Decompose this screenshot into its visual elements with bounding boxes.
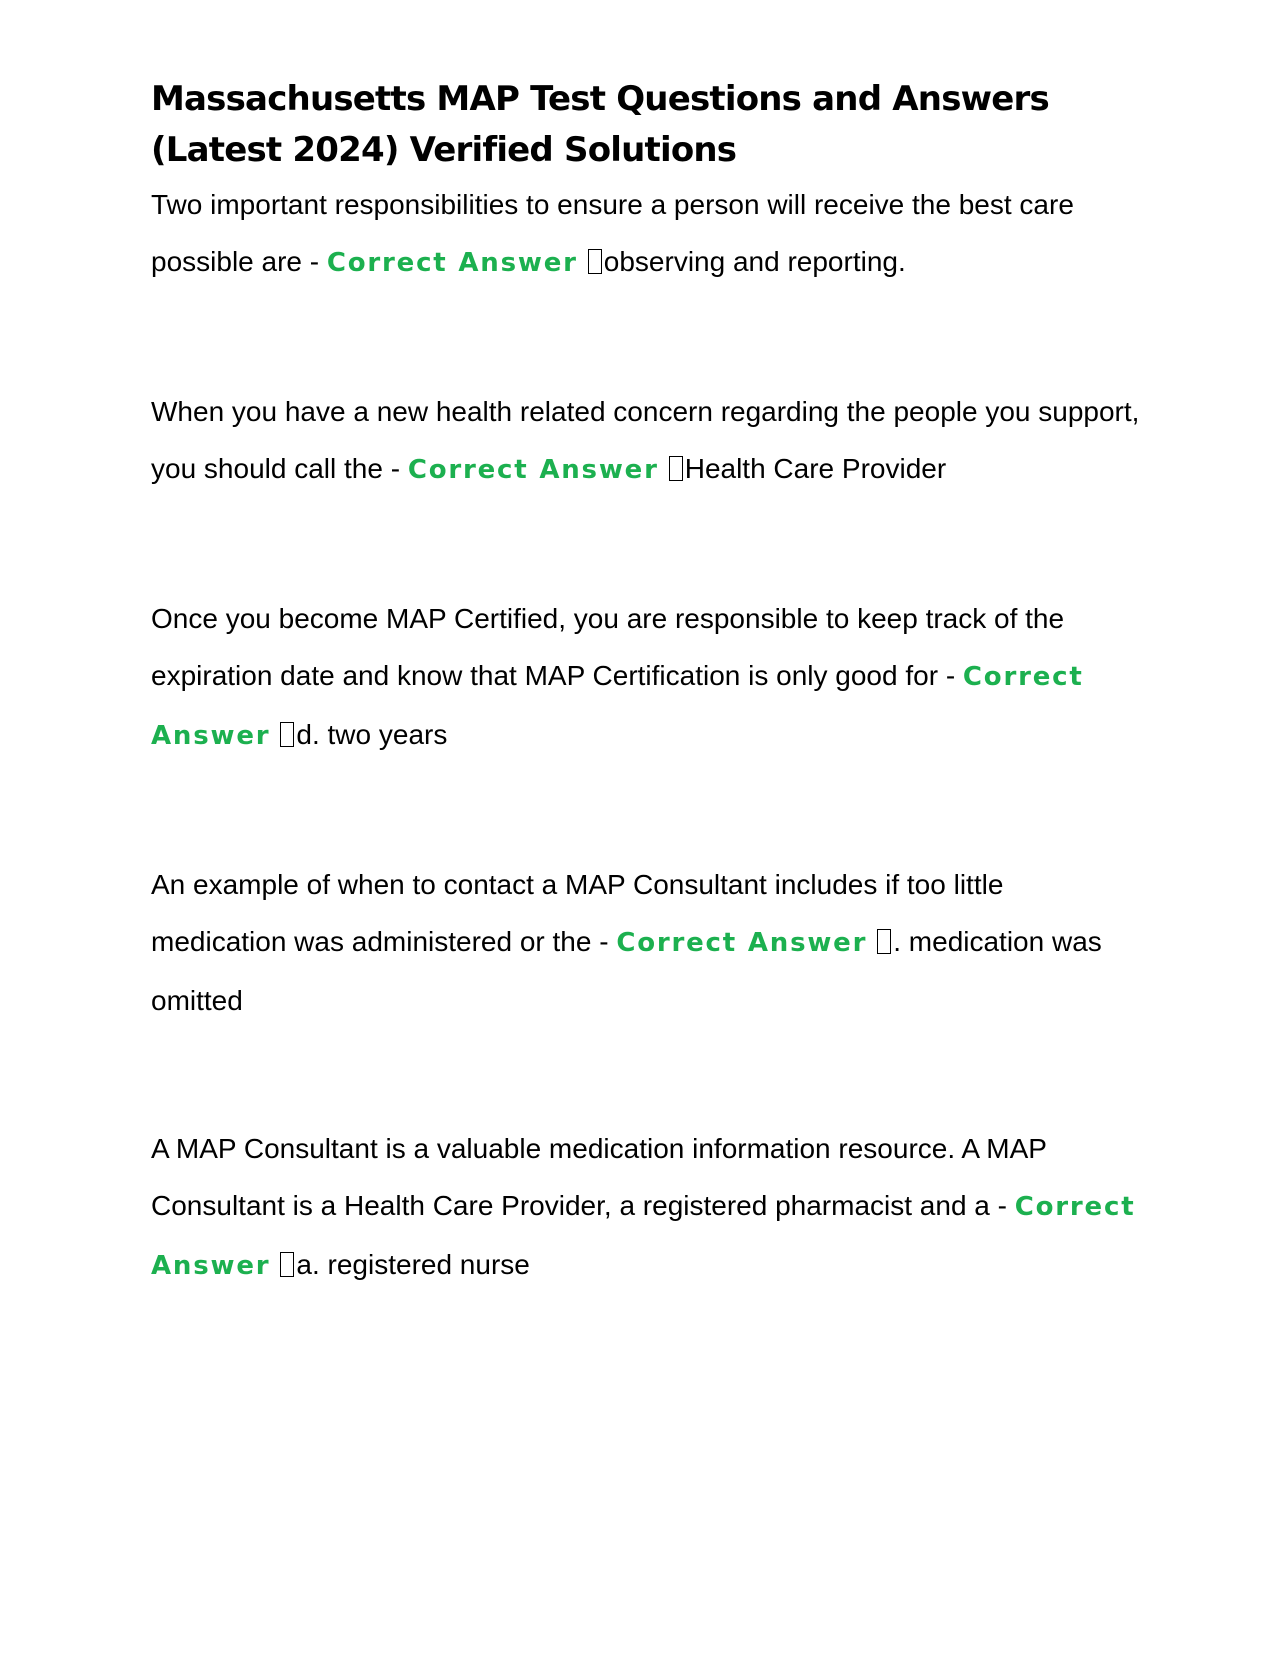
correct-answer-label: Correct Answer [326, 248, 578, 278]
qa-item [151, 856, 1141, 1029]
question-text: When you have a new health related concern regarding the people you support, you should call the - [151, 396, 1140, 484]
missing-glyph-icon [877, 929, 891, 954]
question-text: Two important responsibilities to ensure a person will receive the best care possible are - [151, 189, 1074, 277]
correct-answer-label: Correct Answer [407, 455, 659, 485]
correct-answer-label: Correct Answer [151, 1192, 1136, 1281]
missing-glyph-icon [280, 1252, 294, 1277]
answer-text: . medication was omitted [151, 926, 1102, 1016]
missing-glyph-icon [588, 249, 602, 274]
correct-answer-label: Correct Answer [151, 662, 1084, 751]
question-text: An example of when to contact a MAP Consultant includes if too little medication was administered or the - [151, 869, 1004, 957]
question-text: Once you become MAP Certified, you are responsible to keep track of the expiration date and know that MAP Certification is only good for - [151, 603, 1065, 691]
document-page [151, 74, 1141, 1386]
qa-item [151, 176, 1141, 292]
answer-text: a. registered nurse [296, 1249, 530, 1280]
correct-answer-label: Correct Answer [616, 928, 868, 958]
answer-text: Health Care Provider [684, 453, 947, 484]
missing-glyph-icon [280, 722, 294, 747]
missing-glyph-icon [669, 456, 683, 481]
qa-item [151, 1120, 1141, 1295]
qa-item [151, 590, 1141, 765]
document-title: Massachusetts MAP Test Questions and Answers (Latest 2024) Verified Solutions [151, 79, 1049, 170]
qa-item [151, 383, 1141, 499]
question-text: A MAP Consultant is a valuable medication information resource. A MAP Consultant is a Health Care Provider, a registered pharmacist and a - [151, 1133, 1047, 1221]
answer-text: d. two years [296, 719, 448, 750]
answer-text: observing and reporting. [603, 246, 906, 277]
